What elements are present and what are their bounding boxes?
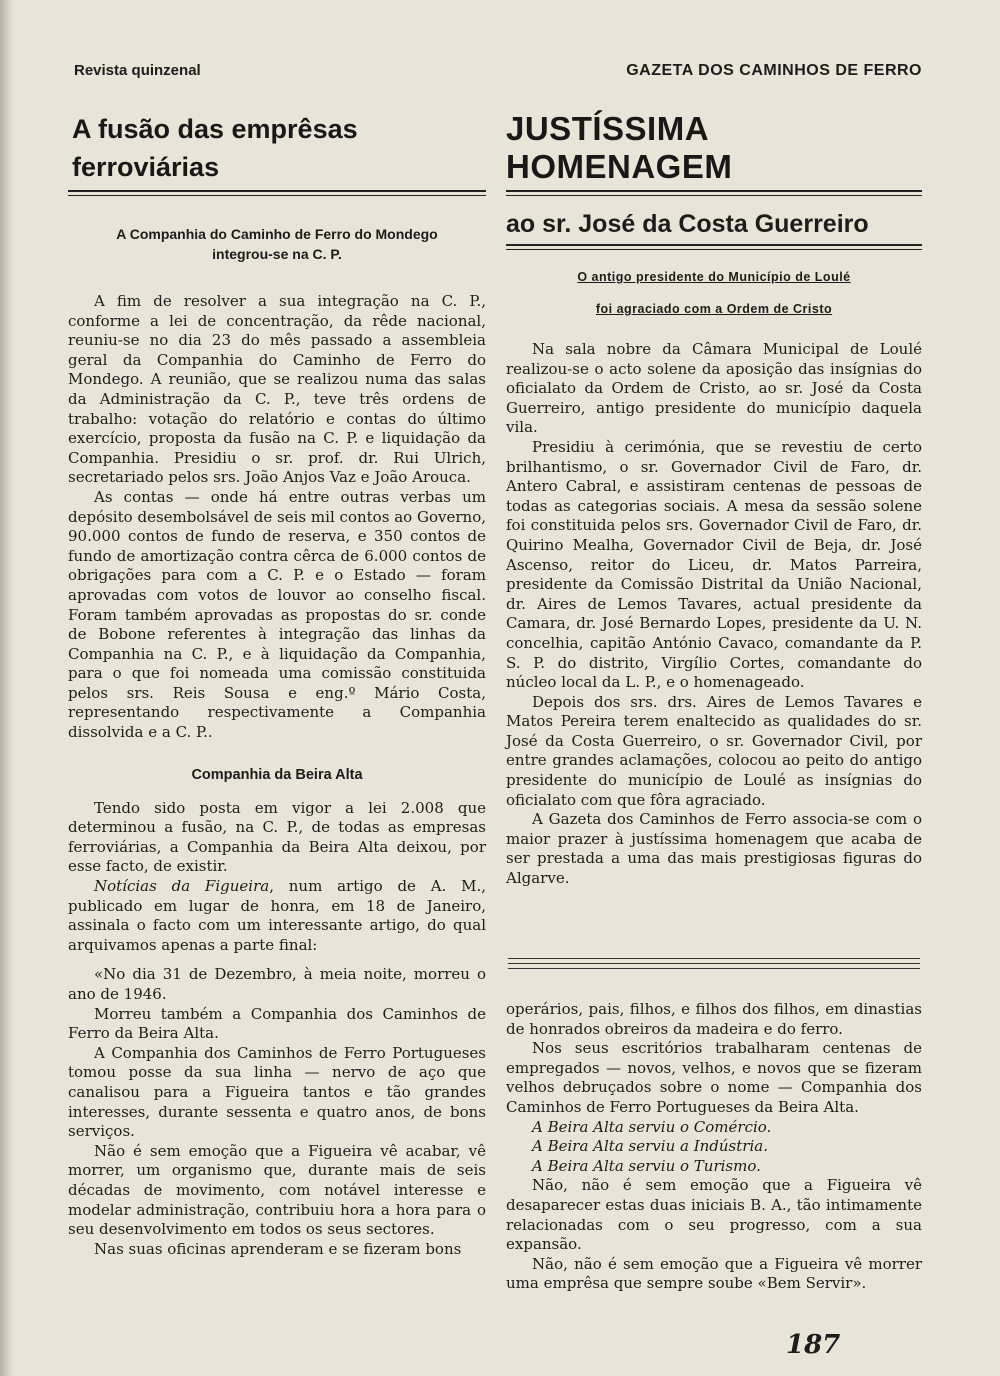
left-column [68, 110, 486, 1259]
paragraph: Na sala nobre da Câmara Municipal de Loulé realizou-se o acto solene da aposição das insígnias do oficialato da Ordem de Cristo, ao sr. José da Costa Guerreiro, antigo presidente do município daquela vila. [506, 340, 922, 437]
right-column [506, 110, 922, 889]
paragraph: Nos seus escritórios trabalharam centenas de empregados — novos, velhos, e novos que se fizeram velhos debruçados sobre o nome — Companhia dos Caminhos de Ferro Portugueses da Beira Alta. [506, 1039, 922, 1116]
article-separator [508, 958, 920, 973]
paragraph: Presidiu à cerimónia, que se revestiu de certo brilhantismo, o sr. Governador Civil de Faro, dr. Antero Cabral, e assistiram centenas de pessoas de todas as categorias sociais. A mesa da sessão solene foi constituida pelos srs. Governador Civil de Faro, dr. Quirino Mealha, Governador Civil de Beja, dr. José Ascenso, reitor do Liceu, dr. Matos Parreira, presidente da Comissão Distrital da União Nacional, dr. Aires de Lemos Tavares, actual presidente da Camara, dr. José Bernardo Lopes, presidente da U. N. concelhia, capitão António Cavaco, comandante da P. S. P. do distrito, Virgílio Cortes, comandante do núcleo local da L. P., e o homenageado. [506, 437, 922, 692]
paragraph: A Beira Alta serviu a Indústria. [532, 1137, 768, 1156]
section-heading: Companhia da Beira Alta [191, 766, 363, 783]
paragraph: Notícias da Figueira, num artigo de A. M., publicado em lugar de honra, em 18 de Janeiro, assinala o facto com um interessante artigo, do qual arquivamos apenas a parte final: [68, 877, 487, 954]
paragraph: As contas — onde há entre outras verbas um depósito desembolsável de seis mil contos ao Governo, 90.000 contos de fundo de reserva, e 350 contos de fundo de amortização contra cêrca de 6.000 contos de obrigações para com a C. P. e o Estado — foram aprovadas com votos de louvor ao conselho fiscal. Foram também aprovadas as propostas do sr. conde de Bobone referentes à integração das linhas da Companhia na C. P., e à liquidação da Companhia, para o que foi nomeada uma comissão constituida pelos srs. Reis Sousa e eng.º Mário Costa, representando respectivamente a Companhia dissolvida e a C. P.. [68, 487, 486, 742]
right-article-subheading-1: O antigo presidente do Município de Loulé [577, 270, 851, 284]
quote-paragraph: Morreu também a Companhia dos Caminhos de Ferro da Beira Alta. [68, 1004, 486, 1043]
quote-paragraph: A Companhia dos Caminhos de Ferro Portugueses tomou posse da sua linha — nervo de aço que canalisou para a Figueira tantos e tão grandes interesses, durante sessenta e quatro anos, de bons serviços. [68, 1043, 486, 1141]
paragraph: Não, não é sem emoção que a Figueira vê morrer uma emprêsa que sempre soube «Bem Servir». [506, 1254, 922, 1293]
paragraph: operários, pais, filhos, e filhos dos filhos, em dinastias de honrados obreiros da madeira e do ferro. [506, 1000, 922, 1038]
paragraph-rest: num artigo de A. M., publicado em lugar de honra, em 18 de Janeiro, assinala o facto com um interessante artigo, do qual arquivamos apenas a parte final: [68, 877, 487, 954]
continuation-column [506, 1000, 922, 1294]
paragraph: Depois dos srs. drs. Aires de Lemos Tavares e Matos Pereira terem enaltecido as qualidades do sr. José da Costa Guerreiro, o sr. Governador Civil, por entre grandes aclamações, colocou ao peito do antigo presidente do município de Loulé as insígnias do oficialato com que fôra agraciado. [506, 692, 922, 809]
quote-paragraph: «No dia 31 de Dezembro, à meia noite, morreu o ano de 1946. [68, 965, 486, 1003]
page-header [74, 60, 922, 84]
newspaper-name: Notícias da Figueira [94, 877, 270, 896]
paragraph: A Beira Alta serviu o Turismo. [532, 1156, 761, 1175]
right-article-title: JUSTÍSSIMA HOMENAGEM [506, 110, 733, 185]
right-article-subheading-2: foi agraciado com a Ordem de Cristo [595, 302, 833, 316]
paragraph: A Beira Alta serviu o Comércio. [532, 1117, 772, 1136]
paragraph: A fim de resolver a sua integração na C. P., conforme a lei de concentração, da rêde nacional, reuniu-se no dia 23 do mês passado a assembleia geral da Companhia do Caminho de Ferro do Mondego. A reunião, que se realizou numa das salas da Administração da C. P., teve três ordens de trabalho: votação do relatório e contas do último exercício, proposta da fusão na C. P. e liquidação da Companhia. Presidiu o sr. prof. dr. Rui Ulrich, secretariado pelos srs. João Anjos Vaz e João Arouca. [68, 292, 486, 487]
page-binding-shadow [0, 0, 14, 1376]
left-article-title: A fusão das emprêsas ferroviárias [72, 114, 358, 182]
paragraph: A Gazeta dos Caminhos de Ferro associa-se com o maior prazer à justíssima homenagem que acaba de ser prestada a uma das mais prestigiosas figuras do Algarve. [506, 810, 922, 888]
paragraph: Tendo sido posta em vigor a lei 2.008 que determinou a fusão, na C. P., de todas as empresas ferroviárias, a Companhia da Beira Alta deixou, por esse facto, de existir. [68, 798, 486, 876]
left-article-subheading: A Companhia do Caminho de Ferro do Mondego integrou-se na C. P. [116, 226, 438, 262]
quote-paragraph: Nas suas oficinas aprenderam e se fizeram bons [94, 1239, 462, 1258]
header-magazine-title: GAZETA DOS CAMINHOS DE FERRO [626, 62, 922, 79]
right-article-subtitle: ao sr. José da Costa Guerreiro [506, 210, 869, 238]
header-publication-frequency: Revista quinzenal [74, 62, 201, 79]
quote-paragraph: Não é sem emoção que a Figueira vê acabar, vê morrer, um organismo que, durante mais de seis décadas de movimento, com notável interesse e modelar administração, contribuiu hora a hora para o seu desenvolvimento em todos os seus sectores. [68, 1141, 486, 1239]
page-number: 187 [786, 1330, 841, 1360]
paragraph: Não, não é sem emoção que a Figueira vê desaparecer estas duas iniciais B. A., tão intimamente relacionadas com o seu progresso, com a sua expansão. [506, 1176, 922, 1254]
